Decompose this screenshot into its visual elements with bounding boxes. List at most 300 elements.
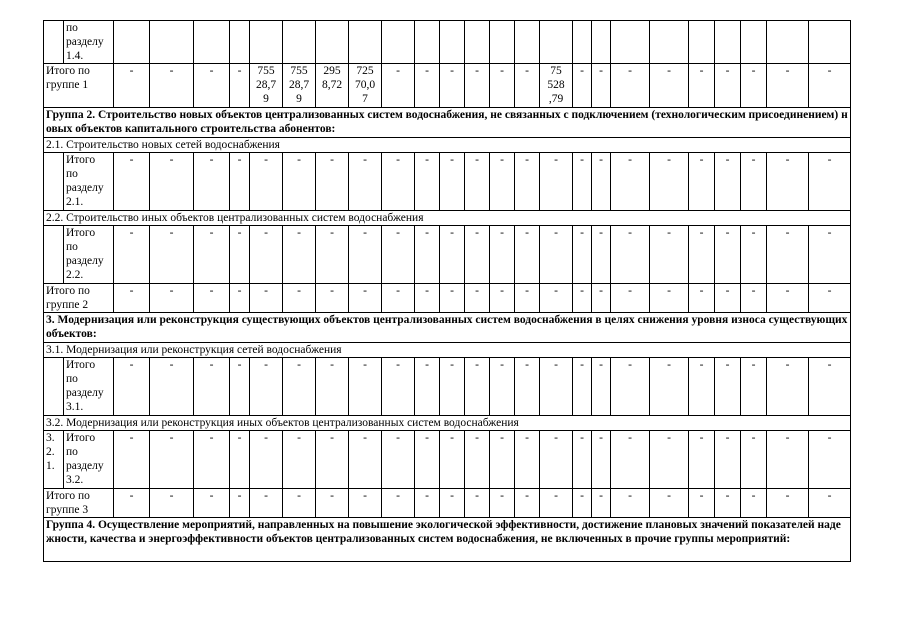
value-cell-text: - [264,285,268,297]
value-cell [283,489,316,518]
value-cell [650,431,689,489]
value-cell-text: - [237,154,242,166]
value-cell-text: - [827,359,832,371]
value-cell [440,284,465,313]
section-2-1-header [44,138,851,153]
value-cell-text: - [628,65,632,77]
value-cell-text: - [628,285,632,297]
value-cell-text: - [725,154,730,166]
label-cell [64,431,114,489]
value-cell-text: - [475,154,479,166]
value-cell [650,358,689,416]
value-cell [809,489,851,518]
value-cell [741,358,767,416]
value-cell-text: - [628,154,632,166]
value-cell-text: - [330,285,334,297]
value-cell-text: - [475,227,479,239]
value-cell [230,226,250,284]
group-3-header-text: 3. Модернизация или реконструкция существующих объектов централизованных систем водоснабжения в целях снижения уровня износа существующих объектов: [46,314,848,340]
value-cell-text: - [554,359,558,371]
value-cell-text: - [500,359,504,371]
value-cell-text: - [525,359,529,371]
value-cell-text: - [396,154,400,166]
value-cell [465,284,490,313]
table-row [44,153,851,211]
value-cell-text: - [169,432,174,444]
value-cell [349,21,382,64]
value-cell [114,431,150,489]
value-cell [715,226,741,284]
value-cell-text: - [785,359,790,371]
value-cell [809,153,851,211]
value-cell [230,21,250,64]
value-cell [150,489,194,518]
value-cell-text: - [554,432,558,444]
value-cell [316,153,349,211]
value-cell [150,284,194,313]
label-cell-text: Итого по группе 1 [46,65,90,91]
value-cell [440,21,465,64]
value-cell [349,489,382,518]
value-cell [689,64,715,108]
investment-program-table [43,20,851,562]
value-cell [515,226,540,284]
label-cell-text: Итого по группе 3 [46,490,90,516]
value-cell [349,64,382,108]
value-cell-text: - [580,432,584,444]
value-cell-text: - [330,490,334,502]
value-cell-text: - [396,285,400,297]
value-cell [689,153,715,211]
value-cell-text: - [475,285,479,297]
value-cell-text: - [363,227,367,239]
value-cell [465,489,490,518]
value-cell [465,358,490,416]
value-cell-text: - [169,359,174,371]
value-cell-text: - [725,432,730,444]
value-cell-text: - [209,432,214,444]
value-cell [382,64,415,108]
value-cell [194,489,230,518]
table-row [44,358,851,416]
value-cell-text: - [525,490,529,502]
value-cell [650,284,689,313]
value-cell [194,358,230,416]
number-cell [44,226,64,284]
value-cell [316,431,349,489]
value-cell-text: - [425,227,429,239]
number-cell-text: 3. 2. 1. [46,432,55,472]
value-cell-text: - [500,65,504,77]
value-cell-text: - [580,227,584,239]
value-cell [715,358,741,416]
value-cell [465,153,490,211]
value-cell-text: - [330,432,334,444]
value-cell-text: - [363,285,367,297]
value-cell [250,431,283,489]
value-cell-text: - [237,490,242,502]
value-cell [611,358,650,416]
value-cell-text: - [751,490,756,502]
value-cell-text: - [554,490,558,502]
value-cell [316,358,349,416]
value-cell [382,284,415,313]
value-cell-text: - [785,154,790,166]
value-cell [283,153,316,211]
value-cell [382,489,415,518]
value-cell-text: - [827,227,832,239]
value-cell [250,489,283,518]
value-cell [382,226,415,284]
value-cell-text: - [751,359,756,371]
value-cell [515,153,540,211]
value-cell [194,226,230,284]
value-cell-text: - [628,490,632,502]
value-cell-text: - [330,154,334,166]
value-cell [114,284,150,313]
value-cell [611,64,650,108]
value-cell [611,431,650,489]
value-cell [741,489,767,518]
value-cell [592,226,611,284]
value-cell [230,153,250,211]
value-cell [540,153,573,211]
value-cell [283,64,316,108]
value-cell [715,153,741,211]
value-cell-text: - [237,285,242,297]
value-cell-text: - [450,432,454,444]
value-cell-text: - [297,154,301,166]
section-3-1-header [44,343,851,358]
value-cell [490,21,515,64]
value-cell-text: - [363,490,367,502]
value-cell [440,431,465,489]
value-cell-text: - [297,285,301,297]
value-cell [283,284,316,313]
value-cell-text: - [751,285,756,297]
value-cell-text: 295 8,72 [321,65,343,91]
value-cell-text: - [667,227,671,239]
table-row [44,489,851,518]
group-4-header [44,518,851,562]
value-cell-text: - [500,432,504,444]
value-cell-text: - [554,285,558,297]
value-cell [349,153,382,211]
value-cell-text: - [237,359,242,371]
value-cell [316,64,349,108]
number-cell [44,21,64,64]
value-cell-text: - [129,490,134,502]
value-cell [809,284,851,313]
value-cell [515,358,540,416]
value-cell-text: - [129,359,134,371]
value-cell [573,358,592,416]
value-cell [767,153,809,211]
table-row [44,64,851,108]
label-cell [64,21,114,64]
value-cell-text: - [599,490,603,502]
value-cell [150,358,194,416]
value-cell-text: - [785,490,790,502]
value-cell-text: - [129,227,134,239]
value-cell-text: - [785,285,790,297]
value-cell [349,431,382,489]
section-2-1-header-text: 2.1. Строительство новых сетей водоснабжения [46,139,280,151]
value-cell-text: - [425,359,429,371]
value-cell-text: - [580,285,584,297]
value-cell-text: - [363,432,367,444]
value-cell [540,21,573,64]
value-cell [767,358,809,416]
value-cell-text: - [475,490,479,502]
value-cell-text: - [297,490,301,502]
value-cell [250,226,283,284]
value-cell [611,21,650,64]
value-cell-text: - [827,285,832,297]
value-cell-text: - [396,227,400,239]
value-cell [150,431,194,489]
value-cell-text: - [425,285,429,297]
value-cell [465,431,490,489]
value-cell [650,489,689,518]
value-cell [250,21,283,64]
value-cell-text: - [425,490,429,502]
value-cell [465,64,490,108]
section-row [44,343,851,358]
value-cell [741,226,767,284]
value-cell-text: - [475,359,479,371]
value-cell-text: - [330,227,334,239]
value-cell [540,284,573,313]
value-cell [150,226,194,284]
value-cell [592,64,611,108]
value-cell-text: - [599,65,603,77]
value-cell [540,431,573,489]
value-cell-text: - [699,65,704,77]
group-2-header [44,108,851,138]
value-cell-text: - [425,432,429,444]
value-cell-text: - [209,490,214,502]
value-cell-text: - [264,227,268,239]
value-cell [767,489,809,518]
value-cell-text: - [297,227,301,239]
value-cell-text: - [169,285,174,297]
value-cell [741,284,767,313]
value-cell [540,358,573,416]
value-cell-text: - [237,432,242,444]
value-cell [316,226,349,284]
value-cell [250,64,283,108]
value-cell [440,64,465,108]
value-cell-text: - [725,490,730,502]
value-cell [230,358,250,416]
value-cell-text: - [667,285,671,297]
value-cell [194,431,230,489]
value-cell-text: - [425,154,429,166]
value-cell-text: - [264,154,268,166]
value-cell-text: - [554,227,558,239]
value-cell [592,489,611,518]
value-cell [515,489,540,518]
value-cell [515,431,540,489]
value-cell-text: - [450,154,454,166]
label-cell-text: по разделу 1.4. [66,22,104,62]
table-row [44,431,851,489]
section-row [44,138,851,153]
value-cell-text: - [450,359,454,371]
section-row [44,416,851,431]
value-cell [316,489,349,518]
value-cell [490,431,515,489]
value-cell-text: 75 528 ,79 [547,65,565,105]
value-cell [689,431,715,489]
value-cell-text: - [169,154,174,166]
value-cell [415,358,440,416]
value-cell-text: - [599,432,603,444]
table-row [44,21,851,64]
value-cell [150,21,194,64]
value-cell [194,284,230,313]
number-cell [44,153,64,211]
section-3-1-header-text: 3.1. Модернизация или реконструкция сетей водоснабжения [46,344,342,356]
value-cell [540,64,573,108]
value-cell [689,226,715,284]
group-3-header [44,313,851,343]
value-cell-text: - [500,227,504,239]
value-cell-text: - [169,227,174,239]
value-cell-text: - [785,65,790,77]
value-cell [440,226,465,284]
value-cell-text: - [699,154,704,166]
value-cell [230,64,250,108]
value-cell [573,153,592,211]
value-cell [592,431,611,489]
value-cell [114,226,150,284]
value-cell [349,358,382,416]
value-cell-text: - [628,359,632,371]
value-cell [809,358,851,416]
value-cell [515,64,540,108]
value-cell [809,64,851,108]
value-cell-text: - [580,65,584,77]
value-cell-text: - [699,359,704,371]
value-cell [382,153,415,211]
table-row [44,284,851,313]
value-cell-text: - [699,490,704,502]
value-cell-text: - [785,227,790,239]
value-cell [465,226,490,284]
value-cell-text: - [525,154,529,166]
value-cell [715,284,741,313]
value-cell-text: - [725,65,730,77]
value-cell [194,153,230,211]
value-cell [230,284,250,313]
value-cell-text: - [751,154,756,166]
value-cell [194,21,230,64]
value-cell [415,284,440,313]
value-cell [490,64,515,108]
value-cell [689,21,715,64]
value-cell [650,21,689,64]
value-cell-text: - [396,490,400,502]
value-cell [415,489,440,518]
value-cell-text: - [725,359,730,371]
value-cell [283,358,316,416]
value-cell-text: - [450,227,454,239]
value-cell-text: - [129,285,134,297]
label-cell-text: Итого по разделу 2.1. [66,154,104,208]
value-cell-text: - [751,227,756,239]
value-cell-text: - [209,285,214,297]
value-cell-text: - [580,359,584,371]
value-cell-text: - [450,490,454,502]
value-cell [611,284,650,313]
value-cell-text: - [129,154,134,166]
value-cell-text: - [827,65,832,77]
value-cell [741,153,767,211]
value-cell-text: - [330,359,334,371]
group-header-row [44,313,851,343]
value-cell-text: - [599,227,603,239]
value-cell-text: - [667,154,671,166]
value-cell [465,21,490,64]
value-cell [715,64,741,108]
label-cell [64,358,114,416]
value-cell [283,21,316,64]
value-cell-text: - [396,432,400,444]
value-cell-text: - [699,227,704,239]
number-cell [44,358,64,416]
value-cell-text: - [475,432,479,444]
value-cell [440,489,465,518]
label-cell-text: Итого по группе 2 [46,285,90,311]
value-cell [650,153,689,211]
value-cell [809,226,851,284]
value-cell [592,21,611,64]
value-cell-text: - [363,359,367,371]
value-cell [349,226,382,284]
value-cell-text: - [628,432,632,444]
value-cell [382,21,415,64]
value-cell [573,226,592,284]
value-cell-text: - [785,432,790,444]
value-cell [592,153,611,211]
value-cell-text: - [450,285,454,297]
value-cell [440,153,465,211]
value-cell [283,431,316,489]
value-cell-text: - [599,285,603,297]
value-cell [592,358,611,416]
value-cell-text: - [667,359,671,371]
value-cell [316,21,349,64]
value-cell-text: - [500,285,504,297]
value-cell-text: - [751,432,756,444]
table-row [44,226,851,284]
value-cell [540,489,573,518]
value-cell [715,489,741,518]
value-cell-text: - [396,65,400,77]
value-cell-text: - [699,285,704,297]
value-cell-text: 755 28,7 9 [288,65,310,105]
value-cell-text: - [297,432,301,444]
value-cell [767,284,809,313]
value-cell [809,431,851,489]
group-header-row [44,518,851,562]
value-cell [741,64,767,108]
value-cell-text: - [450,65,454,77]
value-cell [250,284,283,313]
section-row [44,211,851,226]
